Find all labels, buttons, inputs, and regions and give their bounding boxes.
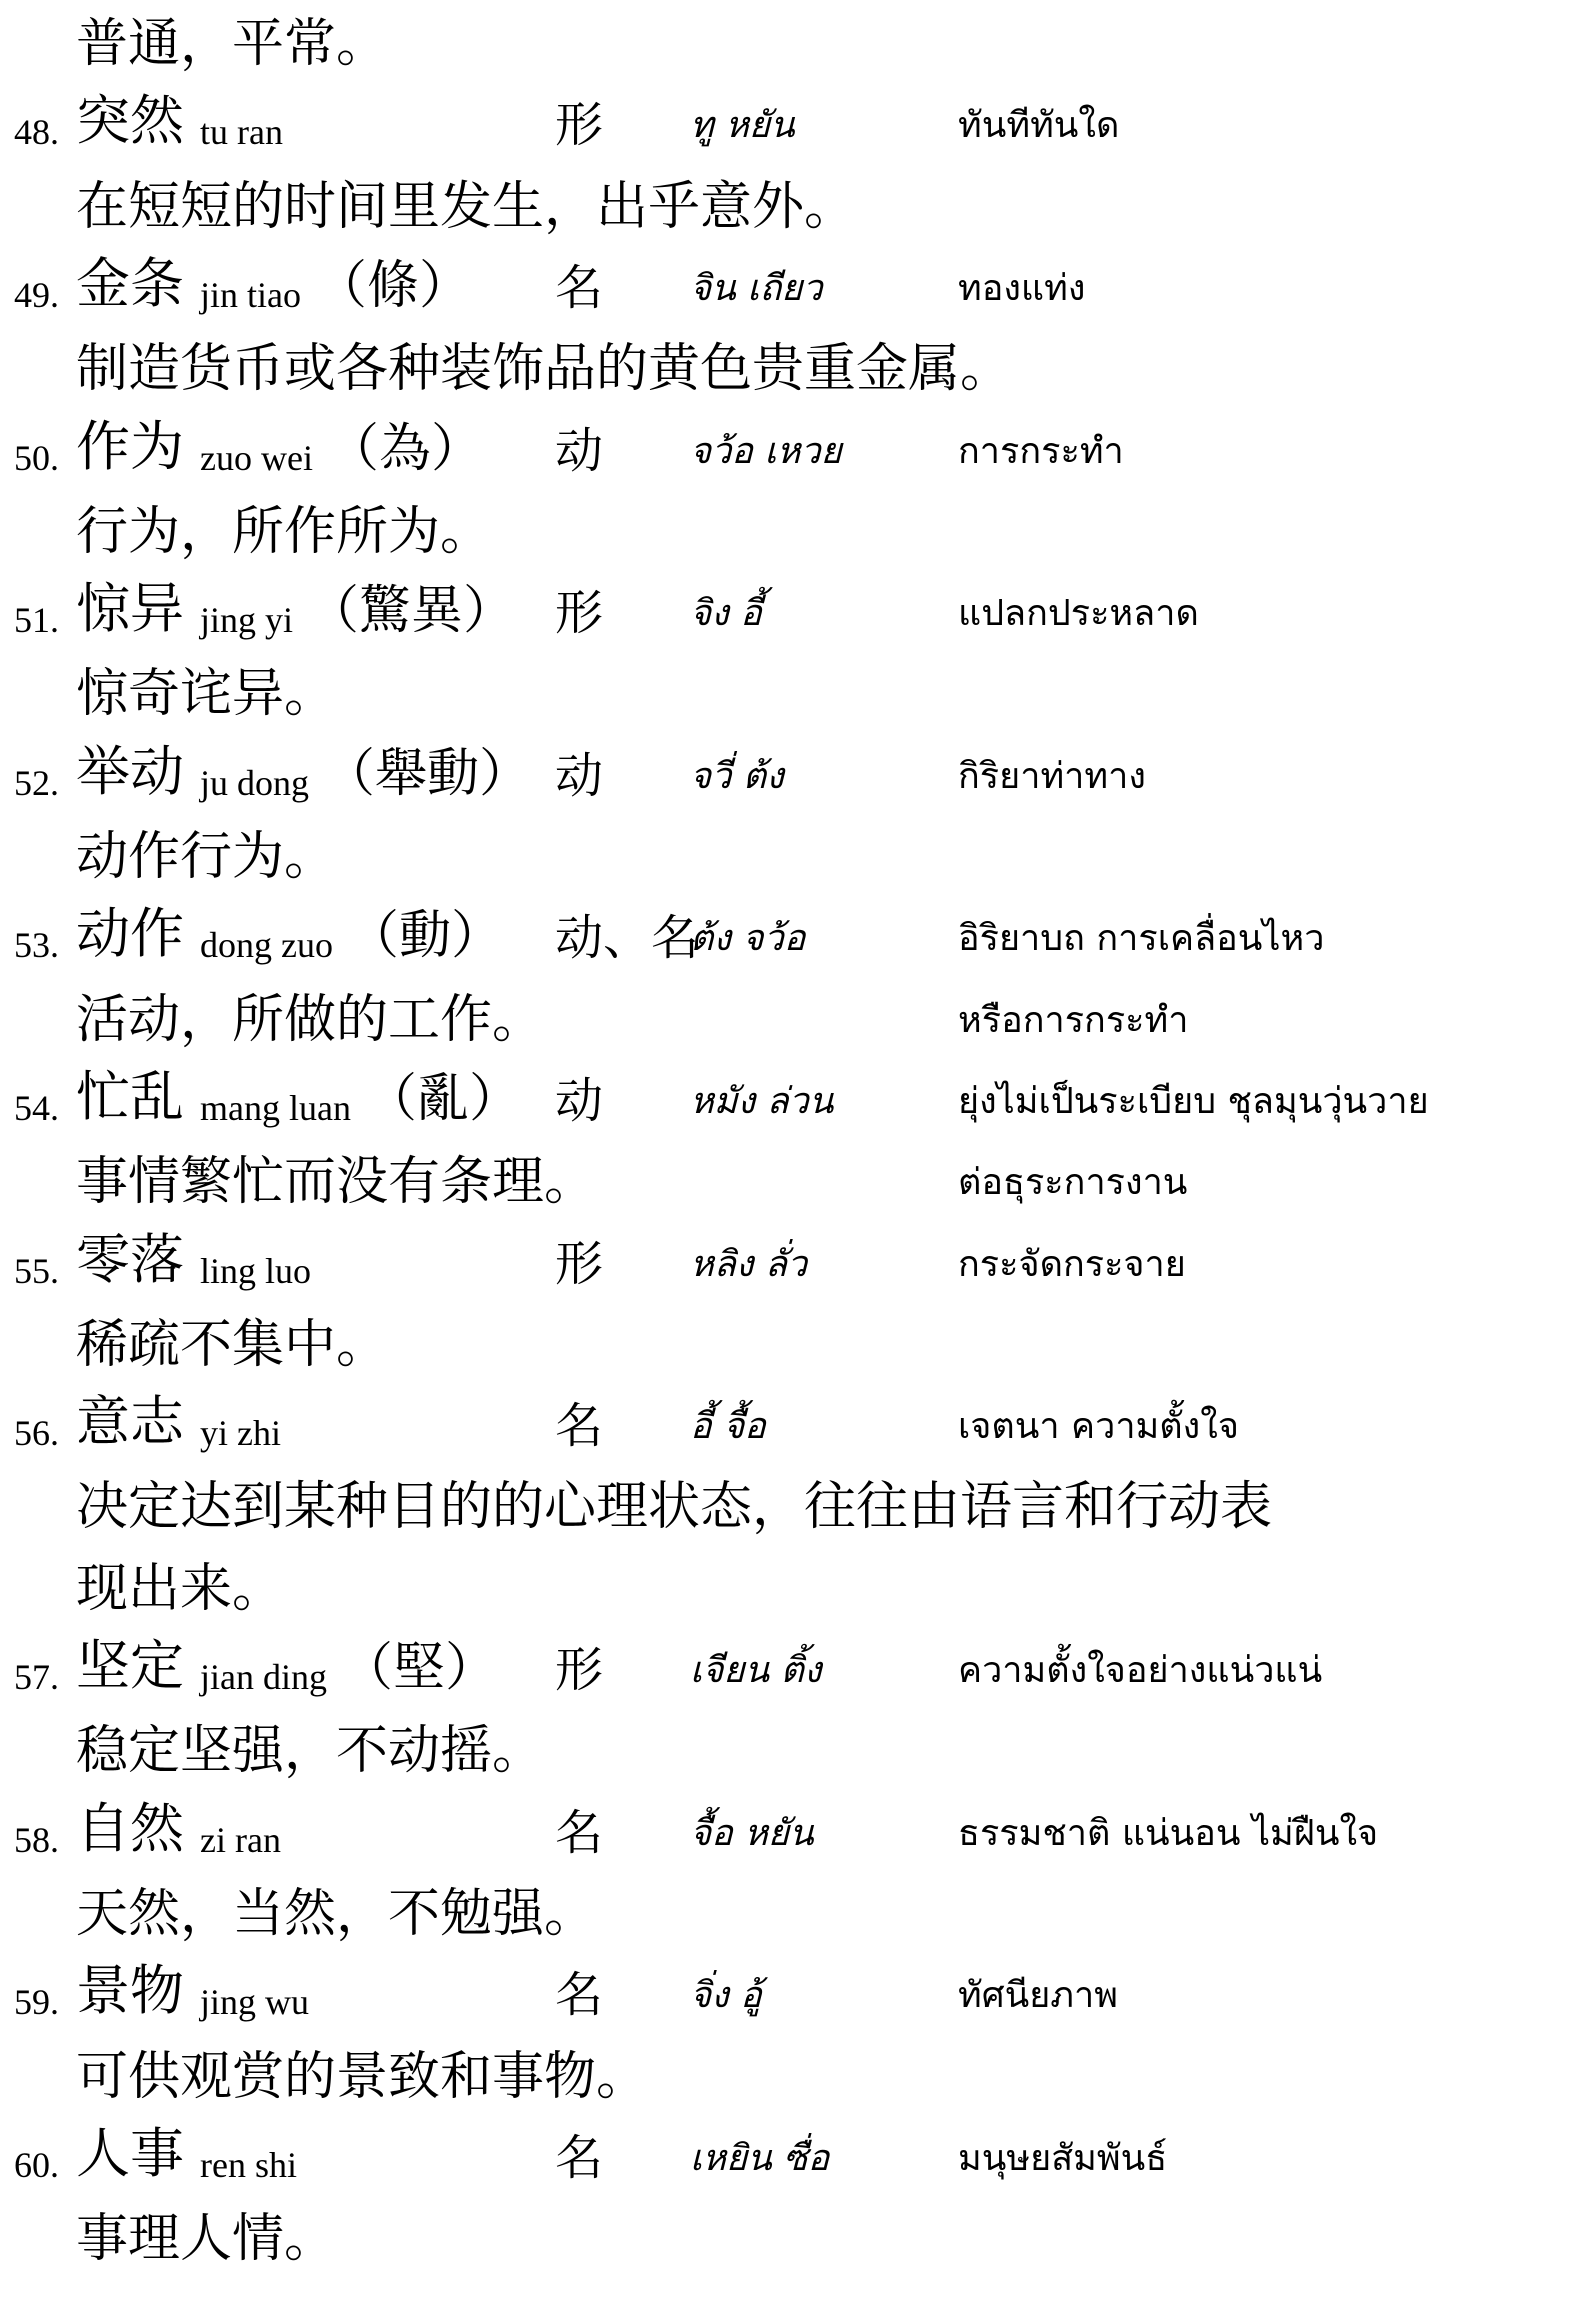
entry-thai-pronunciation: จิ่ง อู้ xyxy=(690,1975,762,2017)
entry-word: 景物 xyxy=(76,1959,184,2023)
entry-part-of-speech: 名 xyxy=(555,1804,604,1861)
entry-head-line xyxy=(0,2114,1586,2194)
entry-thai-pronunciation: ต้ง จว้อ xyxy=(690,918,806,960)
entry-thai-meaning: อิริยาบถ การเคลื่อนไหว xyxy=(958,918,1325,960)
entry-definition: 可供观赏的景致和事物。 xyxy=(76,2046,649,2107)
entry-word: 意志 xyxy=(76,1390,184,1454)
entry-definition: 稳定坚强，不动摇。 xyxy=(76,1721,545,1782)
entry-traditional: （堅） xyxy=(341,1638,498,1698)
entry-thai-meaning: แปลกประหลาด xyxy=(958,593,1199,635)
entry-head-line xyxy=(0,81,1586,161)
entry-thai-pronunciation: จิน เถียว xyxy=(690,267,823,309)
entry-definition-line xyxy=(0,976,1586,1056)
entry-definition-line xyxy=(0,325,1586,405)
entry-part-of-speech: 动、名 xyxy=(555,910,700,967)
entry-word: 人事 xyxy=(76,2121,184,2185)
entry-number: 48. xyxy=(14,112,59,153)
entry-definition: 动作行为。 xyxy=(76,827,337,887)
entry-part-of-speech: 名 xyxy=(555,2129,604,2186)
entry-word: 自然 xyxy=(76,1796,184,1860)
entry-pinyin: yi zhi xyxy=(200,1413,281,1454)
entry-part-of-speech: 形 xyxy=(555,1642,604,1698)
entry-head-line xyxy=(0,1382,1586,1462)
entry-part-of-speech: 名 xyxy=(555,1398,604,1455)
entry-number: 59. xyxy=(14,1982,59,2023)
entry-definition-line xyxy=(0,163,1586,243)
entry-thai-pronunciation: หมัง ล่วน xyxy=(690,1080,834,1122)
entry-definition: 在短短的时间里发生，出乎意外。 xyxy=(76,176,857,237)
entry-head-line xyxy=(0,732,1586,812)
entry-part-of-speech: 形 xyxy=(555,97,604,154)
entry-traditional: （驚異） xyxy=(307,581,516,642)
entry-traditional: （動） xyxy=(347,906,504,967)
entry-pinyin: jing wu xyxy=(200,1982,310,2023)
entry-definition: 惊奇诧异。 xyxy=(76,664,337,725)
entry-thai-meaning: ยุ่งไม่เป็นระเบียบ ชุลมุนวุ่นวาย xyxy=(958,1080,1429,1122)
entry-head-line xyxy=(0,1951,1586,2031)
entry-part-of-speech: 名 xyxy=(555,259,604,316)
entry-definition-line xyxy=(0,813,1586,893)
entry-thai-pronunciation: อี้ จื้อ xyxy=(690,1406,766,1448)
entry-pinyin: zi ran xyxy=(200,1819,281,1860)
entry-head-line xyxy=(0,1789,1586,1869)
entry-definition-line xyxy=(0,1870,1586,1950)
entry-head-line xyxy=(0,1057,1586,1137)
entry-word: 金条 xyxy=(76,251,184,315)
entry-pinyin: mang luan xyxy=(200,1087,351,1128)
entry-part-of-speech: 动 xyxy=(555,422,604,479)
entry-definition-line xyxy=(0,1138,1586,1218)
entry-definition-line xyxy=(0,488,1586,568)
entry-word: 惊异 xyxy=(76,577,184,641)
entry-pinyin: zuo wei xyxy=(200,437,313,478)
entry-definition-line xyxy=(0,1707,1586,1787)
entry-definition-line xyxy=(0,650,1586,730)
entry-head-line xyxy=(0,894,1586,974)
entry-head-line xyxy=(0,1626,1586,1706)
entry-thai-meaning: กระจัดกระจาย xyxy=(958,1243,1186,1285)
entry-traditional: （亂） xyxy=(365,1068,522,1129)
entry-definition-line xyxy=(0,1301,1586,1381)
entry-number: 55. xyxy=(14,1250,59,1291)
entry-definition-line xyxy=(0,1545,1586,1625)
entry-thai-pronunciation: เจียน ติ้ง xyxy=(690,1650,822,1691)
entry-thai-meaning: ทันทีทันใด xyxy=(958,105,1120,147)
entry-pinyin: jing yi xyxy=(200,600,294,641)
entry-definition: 稀疏不集中。 xyxy=(76,1314,389,1375)
entry-part-of-speech: 形 xyxy=(555,1235,604,1292)
entry-thai-meaning: ทัศนียภาพ xyxy=(958,1975,1118,2017)
entry-definition-line xyxy=(0,2033,1586,2113)
entry-definition: 事情繁忙而没有条理。 xyxy=(76,1152,597,1213)
entry-word: 坚定 xyxy=(76,1634,184,1697)
entry-traditional: （舉動） xyxy=(323,743,532,804)
entry-part-of-speech: 名 xyxy=(555,1967,604,2024)
entry-thai-meaning-continued: ต่อธุระการงาน xyxy=(958,1162,1188,1204)
entry-thai-meaning: ความตั้งใจอย่างแน่วแน่ xyxy=(958,1650,1323,1691)
entry-traditional: （為） xyxy=(327,418,484,479)
entry-part-of-speech: 动 xyxy=(555,747,604,804)
entry-pinyin: ju dong xyxy=(200,762,310,803)
entry-part-of-speech: 形 xyxy=(555,585,604,642)
entry-pinyin: ren shi xyxy=(200,2144,297,2185)
entry-number: 57. xyxy=(14,1657,59,1697)
entry-number: 60. xyxy=(14,2144,59,2185)
entry-word: 举动 xyxy=(76,739,184,803)
entry-definition: 现出来。 xyxy=(76,1558,285,1619)
entry-thai-pronunciation: ทู หยัน xyxy=(690,105,795,147)
entry-thai-meaning: มนุษยสัมพันธ์ xyxy=(958,2137,1168,2179)
entry-part-of-speech: 动 xyxy=(555,1072,604,1129)
entry-thai-meaning: ทองแท่ง xyxy=(958,267,1086,309)
entry-definition: 天然，当然，不勉强。 xyxy=(76,1883,597,1944)
entry-number: 54. xyxy=(14,1087,59,1128)
entry-number: 51. xyxy=(14,600,59,641)
entry-pinyin: ling luo xyxy=(200,1250,312,1291)
entry-thai-pronunciation: จวี่ ต้ง xyxy=(690,755,784,797)
entry-number: 56. xyxy=(14,1413,59,1454)
entry-thai-meaning: เจตนา ความตั้งใจ xyxy=(958,1406,1239,1448)
entry-thai-pronunciation: จว้อ เหวย xyxy=(690,430,842,472)
entry-definition: 决定达到某种目的的心理状态，往往由语言和行动表 xyxy=(76,1477,1273,1538)
entry-definition: 事理人情。 xyxy=(76,2209,337,2270)
entry-word: 忙乱 xyxy=(76,1064,184,1128)
entry-number: 50. xyxy=(14,437,59,478)
entry-word: 作为 xyxy=(76,414,184,478)
entry-pinyin: tu ran xyxy=(200,112,283,153)
entry-thai-pronunciation: จื้อ หยัน xyxy=(690,1812,814,1854)
entry-word: 动作 xyxy=(76,902,184,966)
entry-thai-meaning-continued: หรือการกระทำ xyxy=(958,999,1189,1041)
entry-pinyin: jian ding xyxy=(200,1657,327,1697)
entry-thai-meaning: กิริยาท่าทาง xyxy=(958,755,1146,797)
entry-pinyin: jin tiao xyxy=(200,274,301,315)
entry-definition: 行为，所作所为。 xyxy=(76,501,493,562)
entry-head-line xyxy=(0,407,1586,487)
top-definition: 普通，平常。 xyxy=(76,14,389,74)
entry-thai-pronunciation: หลิง ลั่ว xyxy=(690,1243,808,1285)
entry-number: 49. xyxy=(14,274,59,315)
entry-number: 58. xyxy=(14,1819,59,1860)
entry-word: 零落 xyxy=(76,1227,184,1291)
entry-number: 53. xyxy=(14,925,59,966)
entry-word: 突然 xyxy=(76,89,184,153)
entry-pinyin: dong zuo xyxy=(200,925,333,966)
entry-definition: 制造货币或各种装饰品的黄色贵重金属。 xyxy=(76,339,1013,400)
entry-thai-pronunciation: เหยิน ซื่อ xyxy=(690,2137,830,2179)
top-definition-line xyxy=(0,0,1586,80)
entry-thai-meaning: การกระทำ xyxy=(958,430,1124,472)
entry-head-line xyxy=(0,569,1586,649)
entry-traditional: （條） xyxy=(315,255,472,316)
entry-thai-meaning: ธรรมชาติ แน่นอน ไม่ฝืนใจ xyxy=(958,1812,1379,1854)
entry-definition-line xyxy=(0,1463,1586,1543)
entry-head-line xyxy=(0,244,1586,324)
entry-number: 52. xyxy=(14,762,59,803)
entry-definition: 活动，所做的工作。 xyxy=(76,989,545,1050)
entry-thai-pronunciation: จิง อี้ xyxy=(690,593,762,635)
entry-head-line xyxy=(0,1220,1586,1300)
entry-definition-line xyxy=(0,2195,1586,2275)
